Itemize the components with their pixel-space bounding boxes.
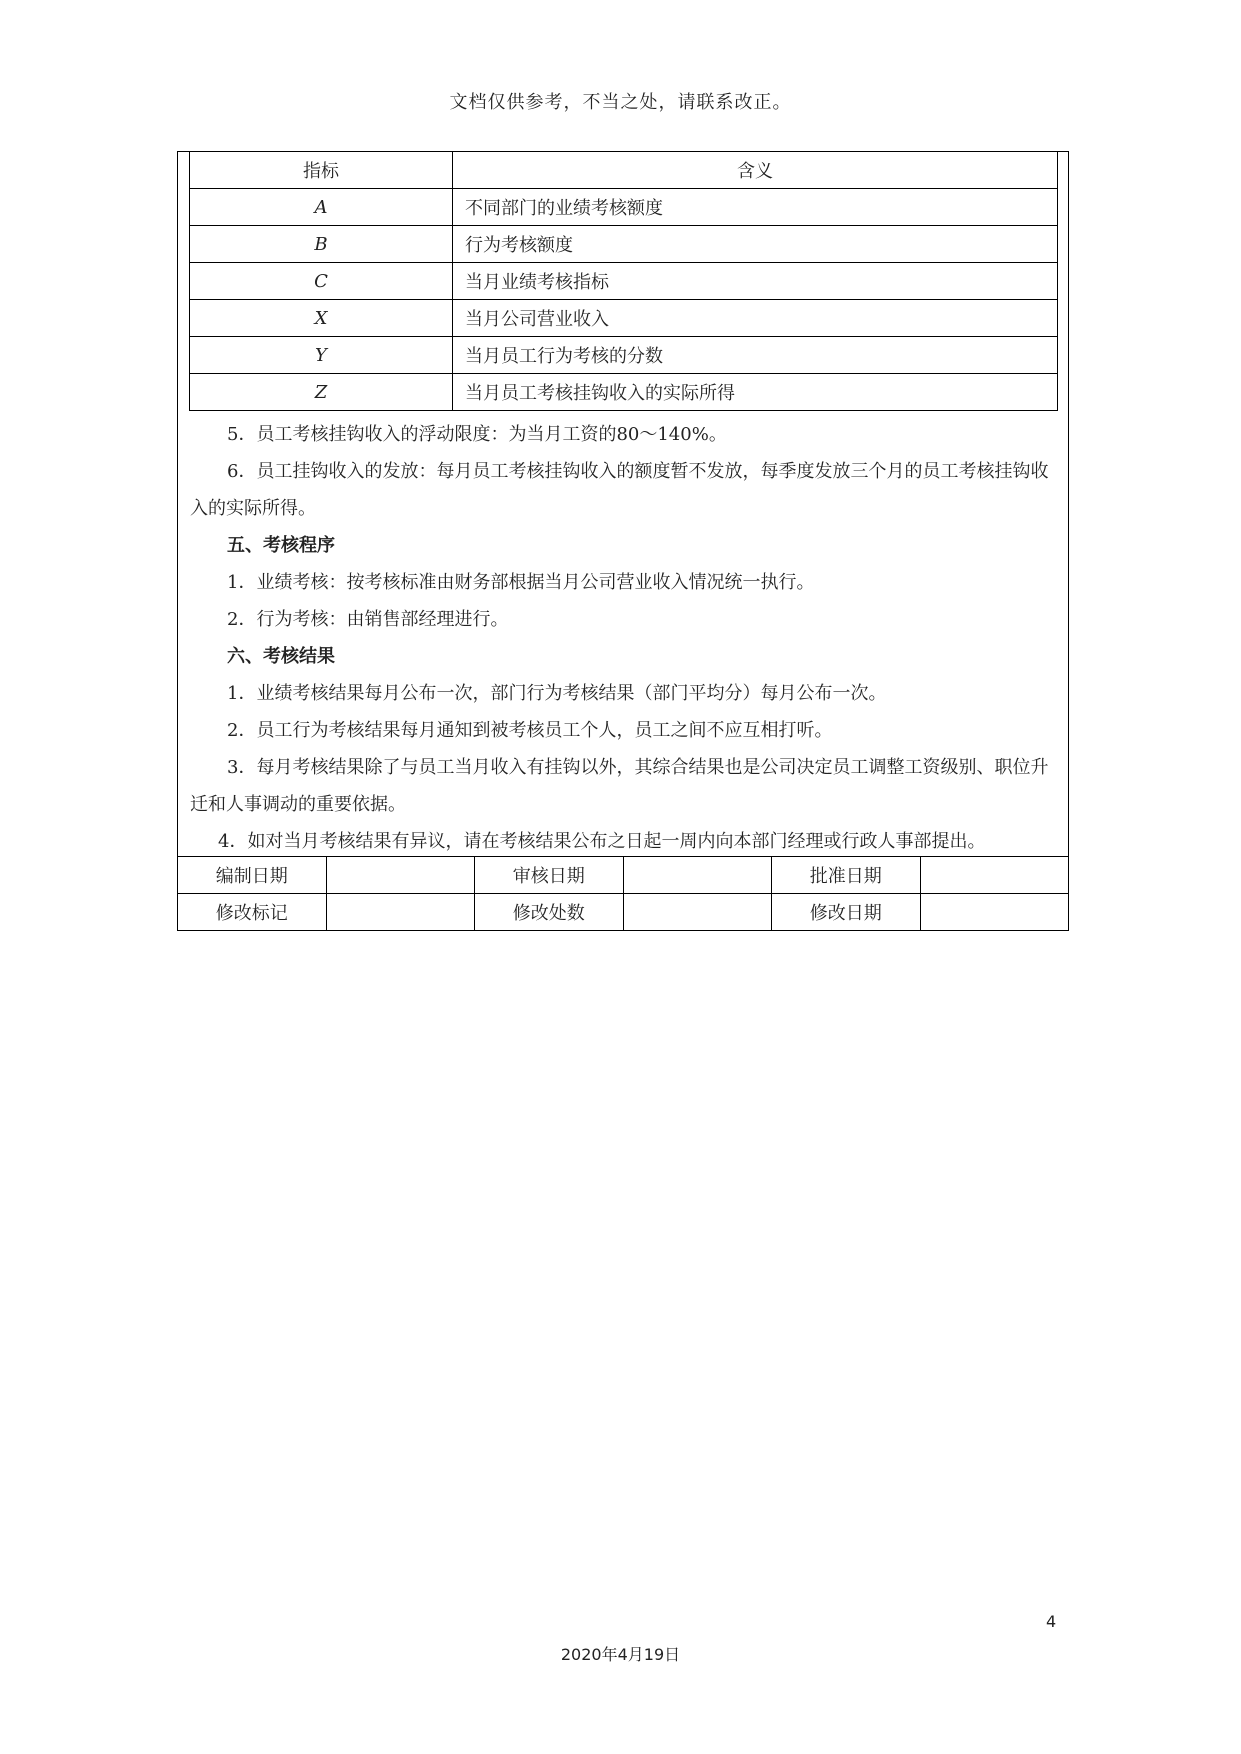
- label-review-date: 审核日期: [475, 857, 624, 894]
- paragraph-6-1: 1．业绩考核结果每月公布一次，部门行为考核结果（部门平均分）每月公布一次。: [227, 683, 887, 704]
- section-heading-6: 六、考核结果: [227, 646, 335, 667]
- value-revision-date: [920, 894, 1069, 931]
- table-row: [190, 226, 1058, 263]
- paragraph-6: 6．员工挂钩收入的发放：每月员工考核挂钩收入的额度暂不发放，每季度发放三个月的员工考核挂钩收入的实际所得。: [190, 461, 1049, 519]
- label-revision-mark: 修改标记: [178, 894, 327, 931]
- table-row: [190, 374, 1058, 411]
- paragraph-5: 5．员工考核挂钩收入的浮动限度：为当月工资的80～140%。: [227, 424, 727, 445]
- symbol-cell: Y: [190, 337, 453, 374]
- symbol-cell: B: [190, 226, 453, 263]
- table-header-row: [190, 152, 1058, 189]
- table-row: [190, 300, 1058, 337]
- meaning-cell: 当月公司营业收入: [453, 300, 1058, 337]
- paragraph-5-2: 2．行为考核：由销售部经理进行。: [227, 609, 509, 630]
- symbol-cell: A: [190, 189, 453, 226]
- value-approval-date: [920, 857, 1069, 894]
- label-approval-date: 批准日期: [772, 857, 921, 894]
- label-revision-date: 修改日期: [772, 894, 921, 931]
- symbol-cell: C: [190, 263, 453, 300]
- meaning-cell: 当月员工行为考核的分数: [453, 337, 1058, 374]
- section-heading-5: 五、考核程序: [227, 535, 335, 556]
- paragraph-6-4: 4．如对当月考核结果有异议，请在考核结果公布之日起一周内向本部门经理或行政人事部提出。: [218, 831, 986, 852]
- definition-table: [189, 151, 1058, 411]
- sign-off-table: [177, 856, 1069, 931]
- document-body: [190, 416, 1050, 860]
- symbol-cell: X: [190, 300, 453, 337]
- header-note: 文档仅供参考，不当之处，请联系改正。: [449, 92, 792, 113]
- value-review-date: [623, 857, 772, 894]
- table-row: [190, 337, 1058, 374]
- meaning-cell: 不同部门的业绩考核额度: [453, 189, 1058, 226]
- sign-row-2: [178, 894, 1069, 931]
- symbol-cell: Z: [190, 374, 453, 411]
- table-row: [190, 189, 1058, 226]
- meaning-cell: 行为考核额度: [453, 226, 1058, 263]
- footer-date: 2020年4月19日: [560, 1645, 681, 1664]
- header-meaning: 含义: [453, 152, 1058, 189]
- paragraph-5-1: 1．业绩考核：按考核标准由财务部根据当月公司营业收入情况统一执行。: [227, 572, 815, 593]
- table-row: [190, 263, 1058, 300]
- label-revision-count: 修改处数: [475, 894, 624, 931]
- page-number: 4: [1046, 1612, 1057, 1631]
- paragraph-6-3: 3．每月考核结果除了与员工当月收入有挂钩以外，其综合结果也是公司决定员工调整工资级别、职位升迁和人事调动的重要依据。: [190, 757, 1049, 815]
- paragraph-6-2: 2．员工行为考核结果每月通知到被考核员工个人，员工之间不应互相打听。: [227, 720, 833, 741]
- label-prepared-date: 编制日期: [178, 857, 327, 894]
- value-revision-mark: [326, 894, 475, 931]
- meaning-cell: 当月员工考核挂钩收入的实际所得: [453, 374, 1058, 411]
- value-revision-count: [623, 894, 772, 931]
- sign-row-1: [178, 857, 1069, 894]
- header-symbol: 指标: [190, 152, 453, 189]
- meaning-cell: 当月业绩考核指标: [453, 263, 1058, 300]
- value-prepared-date: [326, 857, 475, 894]
